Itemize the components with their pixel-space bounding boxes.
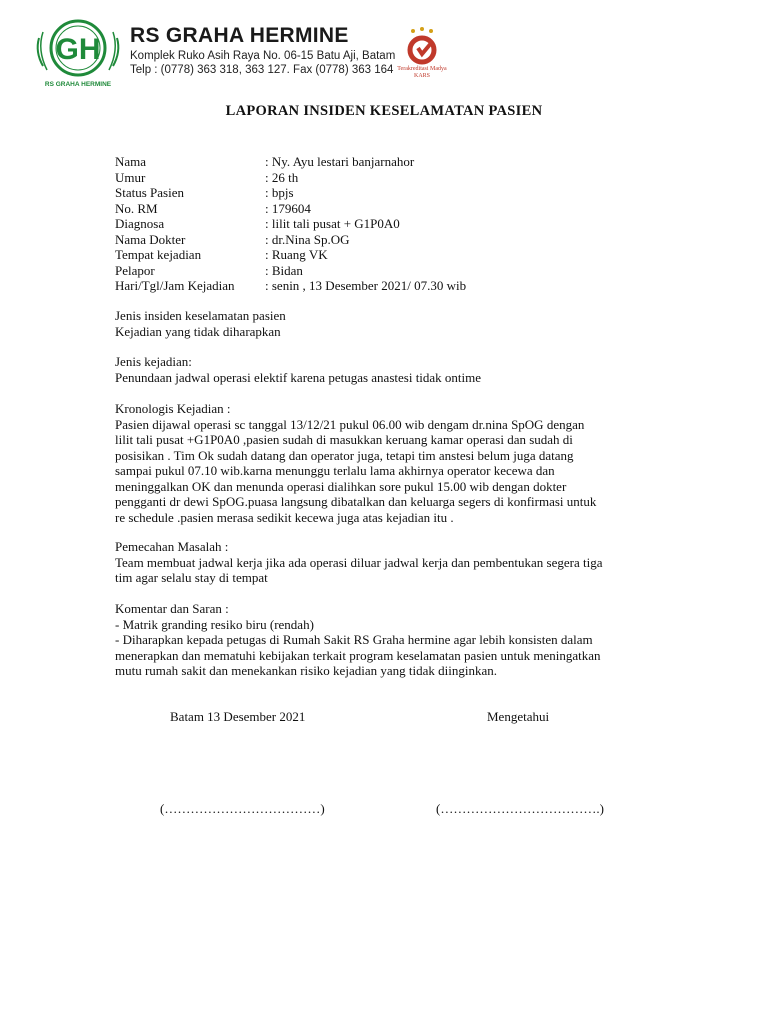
info-label: Status Pasien [115,185,184,200]
info-row [115,263,466,279]
section-jenis-insiden [115,308,652,339]
section-text-line: tim agar selalu stay di tempat [115,570,268,585]
document-title: LAPORAN INSIDEN KESELAMATAN PASIEN [225,103,543,119]
info-value: : bpjs [265,185,294,200]
section-text-line: re schedule .pasien merasa sedikit kecewa juga atas kejadian itu . [115,509,454,525]
section-komentar [115,601,652,679]
info-row [115,154,466,170]
info-value: : senin , 13 Desember 2021/ 07.30 wib [265,278,467,293]
section-heading: Jenis insiden keselamatan pasien [115,308,286,323]
signature-left-blank: (………………………………) [160,801,325,816]
accreditation-label [385,66,459,80]
accreditation-body: KARS [413,73,430,79]
info-label: Pelapor [115,262,155,278]
section-text-line: pengganti dr dewi SpOG.puasa langsung dibatalkan dan keluarga segers di konfirmasi untuk [115,494,597,509]
logo-ring-text: RS GRAHA HERMINE [44,81,112,88]
section-kronologis [115,401,652,525]
section-heading: Jenis kejadian: [115,354,192,369]
info-value: : Ny. Ayu lestari banjarnahor [265,154,415,169]
info-label: Umur [115,169,146,185]
info-label: Nama [115,154,147,169]
section-text-line: menerapkan dan mematuhi kebijakan terkait program keselamatan pasien untuk meningatkan [115,647,601,663]
section-text-line: meninggalkan OK dan menunda operasi dialihkan sore pukul 15.00 wib dengan dokter [115,478,567,494]
section-text-line: posisikan . Tim Ok sudah datang dan operator juga, tetapi tim anstesi belum juga datang [115,447,574,463]
section-text-line: mutu rumah sakit dan menekankan risiko kejadian yang tidak diinginkan. [115,663,497,678]
info-row [115,201,466,217]
logo-initials: GH [55,33,101,66]
section-text: Kejadian yang tidak diharapkan [115,323,281,339]
info-label: Nama Dokter [115,231,186,247]
section-heading: Kronologis Kejadian : [115,401,231,416]
info-value: : dr.Nina Sp.OG [265,231,350,247]
patient-info-table [115,154,466,294]
section-heading: Pemecahan Masalah : [115,539,229,554]
info-value: : Ruang VK [265,247,328,262]
hospital-address: Komplek Ruko Asih Raya No. 06-15 Batu Aji, Batam [130,50,396,62]
info-value: : Bidan [265,262,303,278]
info-row [115,232,466,248]
info-label: Hari/Tgl/Jam Kejadian [115,278,235,293]
section-jenis-kejadian [115,354,652,385]
hospital-contact: Telp : (0778) 363 318, 363 127. Fax (0778) 363 164 [130,64,394,76]
info-value: : 179604 [265,200,311,216]
info-label: No. RM [115,200,158,216]
section-text: Penundaan jadwal operasi elektif karena petugas anastesi tidak ontime [115,369,482,385]
hospital-logo-icon [33,14,123,90]
signature-place-date: Batam 13 Desember 2021 [170,709,306,724]
section-text-line: - Matrik granding resiko biru (rendah) [115,616,314,632]
info-row [115,185,466,201]
info-value: : lilit tali pusat + G1P0A0 [265,216,400,231]
info-row [115,278,466,294]
info-label: Diagnosa [115,216,165,231]
info-label: Tempat kejadian [115,247,202,262]
info-row [115,247,466,263]
info-row [115,216,466,232]
section-pemecahan [115,539,652,586]
section-text-line: - Diharapkan kepada petugas di Rumah Sakit RS Graha hermine agar lebih konsisten dalam [115,632,593,647]
section-text-line: Team membuat jadwal kerja jika ada operasi diluar jadwal kerja dan pembentukan segera tiga [115,554,603,570]
accreditation-logo-icon [400,26,444,70]
hospital-name: RS GRAHA HERMINE [130,24,349,47]
signature-right-blank: (……………………………….) [436,801,604,816]
info-row [115,170,466,186]
section-text-line: sampai pukul 07.10 wib.karna menunggu terlalu lama akhirnya operator kecewa dan [115,463,555,478]
section-text-line: Pasien dijawal operasi sc tanggal 13/12/21 pukul 06.00 wib dengam dr.nina SpOG dengan [115,416,585,432]
accreditation-text: Terakreditasi Madya [397,66,447,72]
section-heading: Komentar dan Saran : [115,601,229,616]
section-text-line: lilit tali pusat +G1P0A0 ,pasien sudah di masukkan keruang kamar operasi dan sudah di [115,432,573,447]
signature-acknowledge: Mengetahui [487,709,550,724]
info-value: : 26 th [265,169,299,185]
